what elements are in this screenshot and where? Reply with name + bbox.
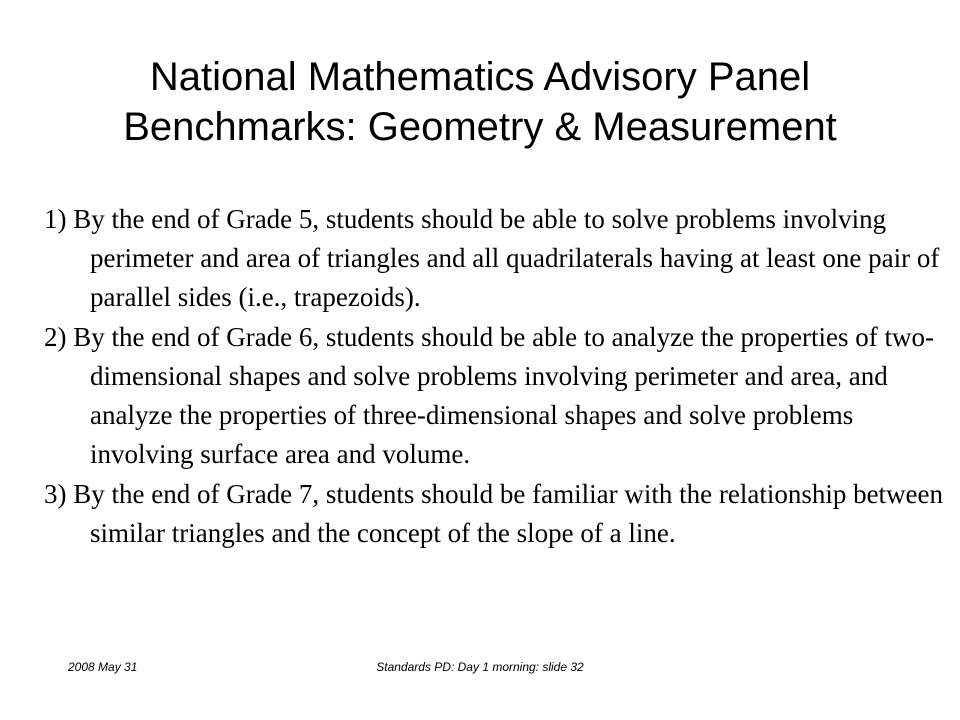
slide-title — [20, 52, 940, 152]
benchmark-item-grade-6: 2) By the end of Grade 6, students should be able to analyze the properties of two-dimensional shapes and solve problems involving perimeter and area, and analyze the properties of three-dimensional shapes and solve problems involving surface area and volume. — [44, 322, 934, 469]
benchmark-item-grade-5: 1) By the end of Grade 5, students should be able to solve problems involving perimeter and area of triangles and all quadrilaterals having at least one pair of parallel sides (i.e., trapezoids). — [44, 204, 940, 312]
benchmark-list — [44, 200, 944, 554]
title-line-1: National Mathematics Advisory Panel — [149, 55, 811, 99]
title-line-2: Benchmarks: Geometry & Measurement — [123, 105, 837, 149]
footer-slide-info: Standards PD: Day 1 morning: slide 32 — [376, 660, 584, 674]
footer-date: 2008 May 31 — [68, 660, 138, 674]
benchmark-item-grade-7: 3) By the end of Grade 7, students should be familiar with the relationship between similar triangles and the concept of the slope of a line. — [44, 479, 944, 548]
